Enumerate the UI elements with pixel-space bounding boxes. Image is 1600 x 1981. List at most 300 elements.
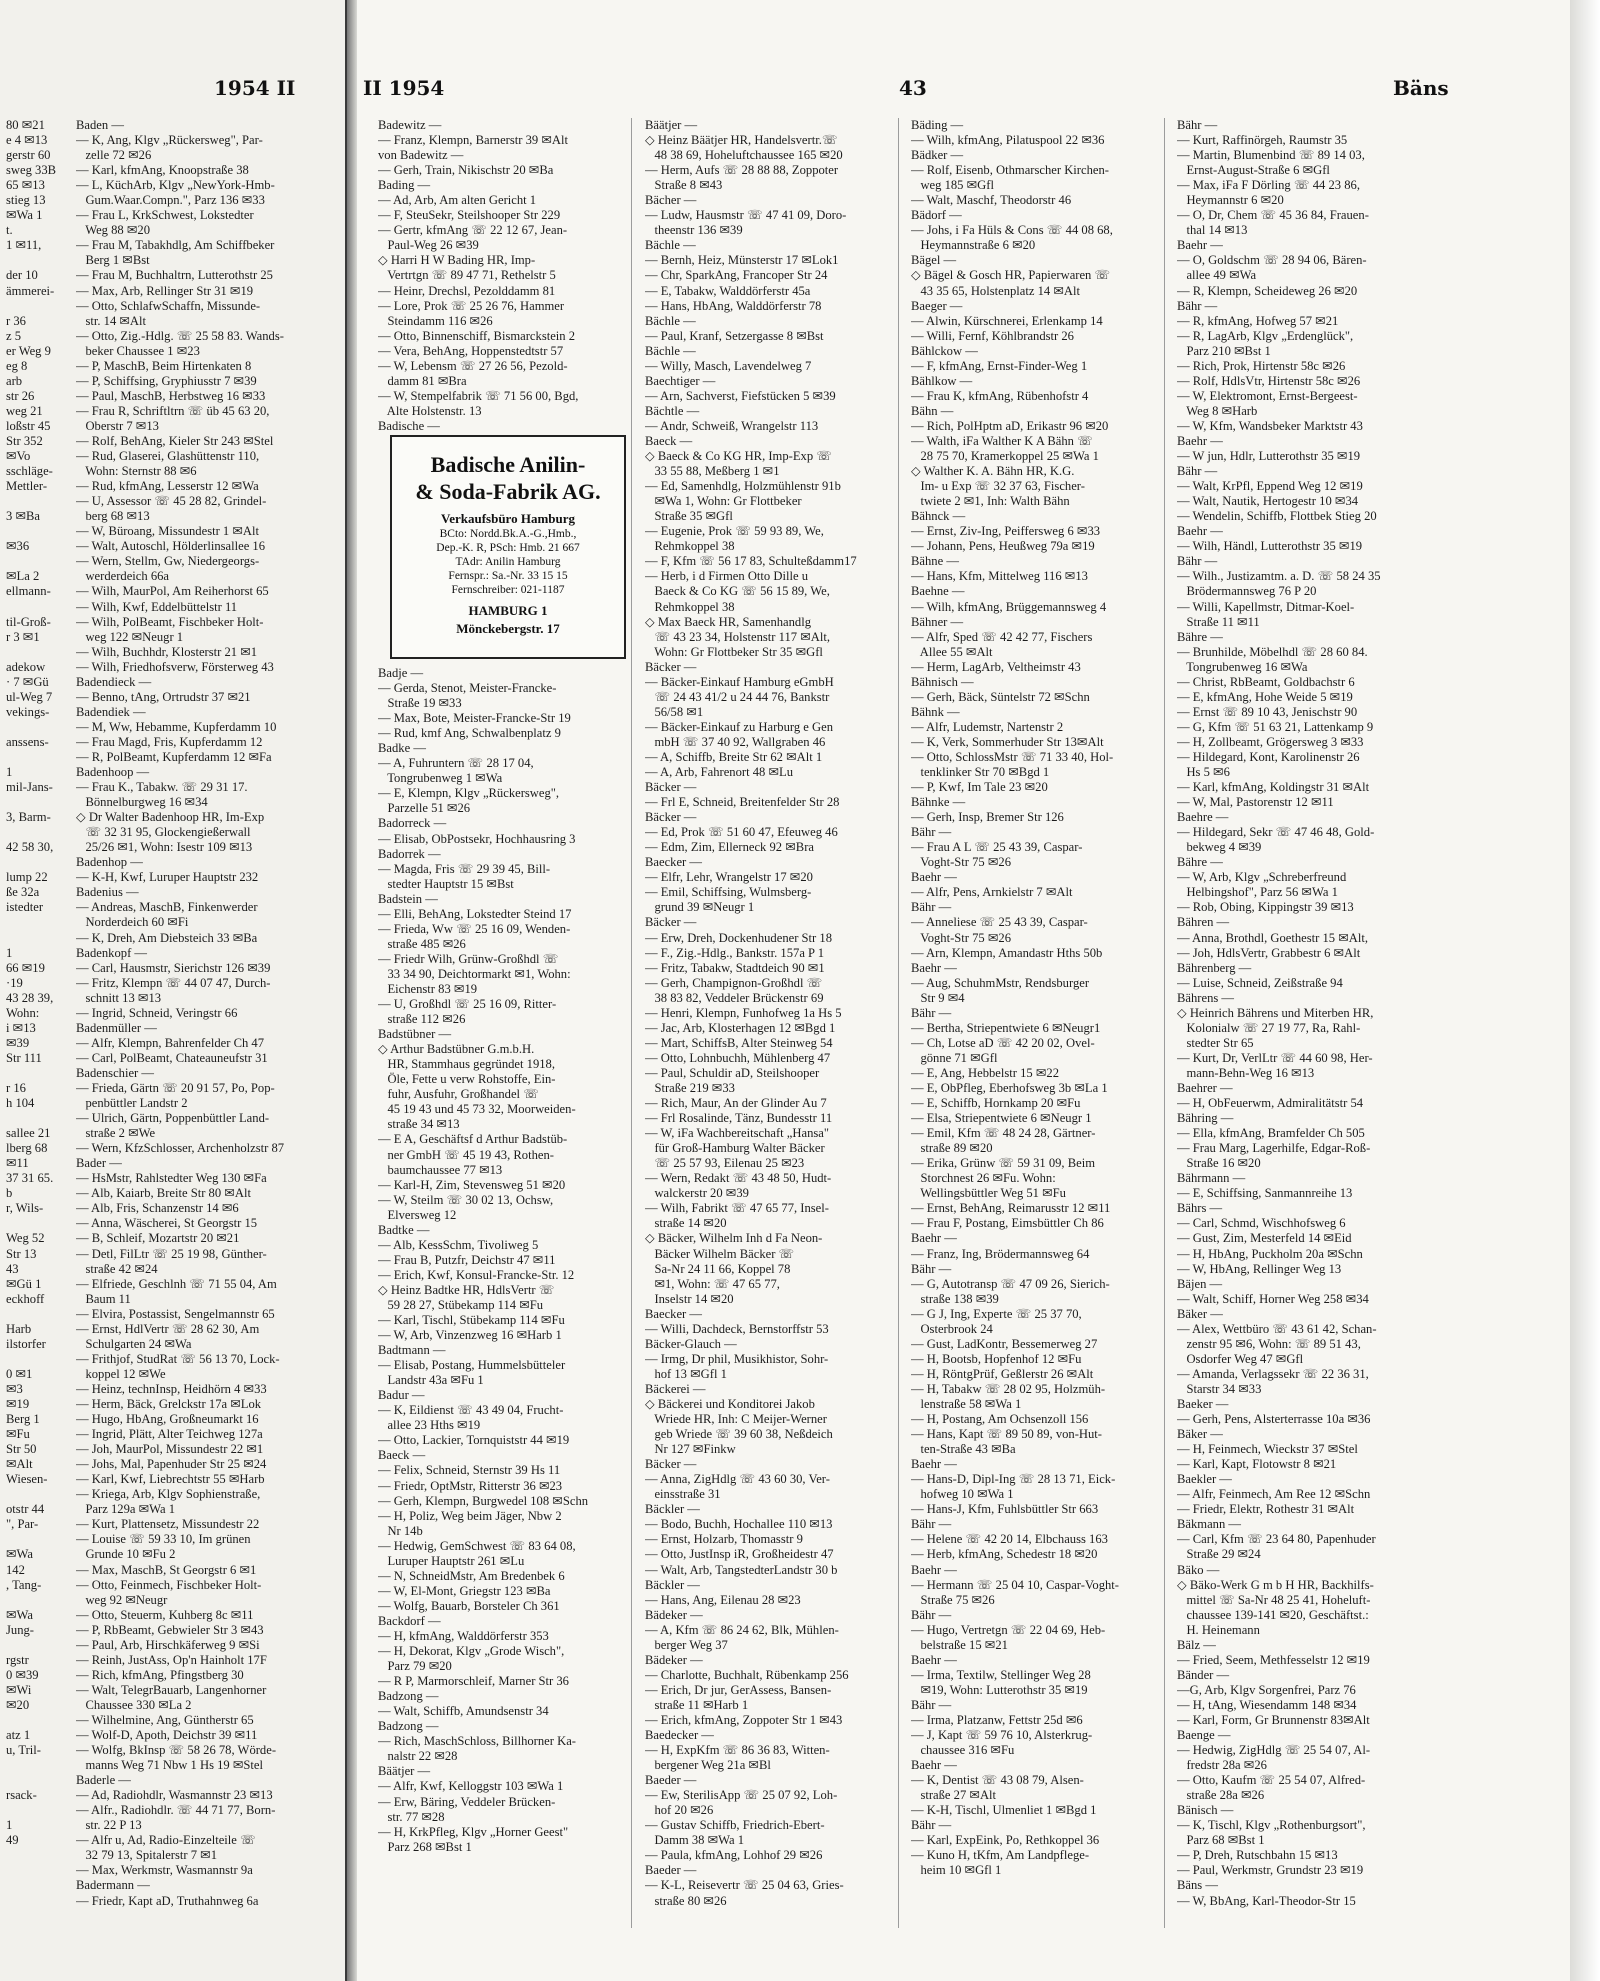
directory-entry-line: Bäcker Wilhelm Bäcker ☏ xyxy=(645,1246,795,1261)
directory-entry-line: — Herm, Bäck, Grelckstr 17a ✉Lok xyxy=(76,1396,262,1411)
directory-entry-line: Landstr 43a ✉Fu 1 xyxy=(378,1373,484,1388)
directory-entry-line: — Frithjof, StudRat ☏ 56 13 70, Lock- xyxy=(76,1351,280,1366)
directory-entry-line: — Max, MaschB, St Georgstr 6 ✉1 xyxy=(76,1562,257,1577)
directory-entry-line: Bähr — xyxy=(911,900,952,915)
directory-entry-line: straße 80 ✉26 xyxy=(645,1893,727,1908)
directory-entry-line: — H, ObFeuerwm, Admiralitätstr 54 xyxy=(1177,1096,1364,1111)
directory-entry-line: — Bertha, Striepentwiete 6 ✉Neugr1 xyxy=(911,1020,1101,1035)
directory-entry-line: sschläge- xyxy=(6,464,53,479)
directory-entry-line: Baeder — xyxy=(645,1773,697,1788)
directory-entry-line: Bähr — xyxy=(911,1607,952,1622)
directory-entry-line: ✉36 xyxy=(6,539,30,554)
directory-entry-line: — Karl, Tischl, Stübekamp 114 ✉Fu xyxy=(378,1313,565,1328)
directory-entry-line: 42 58 30, xyxy=(6,840,54,855)
directory-entry-line: Allee 55 ✉Alt xyxy=(911,644,993,659)
directory-entry-line: — W, El-Mont, Griegstr 123 ✉Ba xyxy=(378,1583,551,1598)
directory-entry-line: bergener Weg 21a ✉Bl xyxy=(645,1758,771,1773)
directory-entry-line: str 26 xyxy=(6,388,35,403)
directory-entry-line: — Karl, kfmAng, Knoopstraße 38 xyxy=(76,163,249,178)
directory-entry-line: — Otto, Lohnbuchh, Mühlenberg 47 xyxy=(645,1050,831,1065)
directory-entry-line: Bähr — xyxy=(1177,298,1218,313)
directory-entry-line: anssens- xyxy=(6,734,49,749)
directory-entry-line: — Irma, Textilw, Stellinger Weg 28 xyxy=(911,1667,1091,1682)
directory-entry-line: Badenmüller — xyxy=(76,1020,157,1035)
directory-entry-line: 25/26 ✉1, Wohn: Isestr 109 ✉13 xyxy=(76,840,253,855)
directory-entry-line: — Bodo, Buchh, Hochallee 110 ✉13 xyxy=(645,1517,833,1532)
directory-entry-line: — Erw, Bäring, Veddeler Brücken- xyxy=(378,1794,556,1809)
directory-entry-line: vekings- xyxy=(6,704,50,719)
directory-entry-line: Heymannstr 6 ✉20 xyxy=(1177,193,1284,208)
directory-entry-line: Badstübner — xyxy=(378,1027,452,1042)
directory-entry-line: — H, Feinmech, Wieckstr 37 ✉Stel xyxy=(1177,1442,1358,1457)
directory-entry-line: Elversweg 12 xyxy=(378,1207,457,1222)
directory-entry-line: Bähnck — xyxy=(911,509,966,524)
directory-entry-line: — Paul, Kranf, Setzergasse 8 ✉Bst xyxy=(645,328,824,343)
directory-entry-line: Backdorf — xyxy=(378,1613,441,1628)
directory-entry-line: — Fritz, Tabakw, Stadtdeich 90 ✉1 xyxy=(645,960,825,975)
directory-entry-line: — Elli, BehAng, Lokstedter Steind 17 xyxy=(378,906,572,921)
directory-column-4 xyxy=(1177,118,1412,1909)
directory-entry-line: — R, PolBeamt, Kupferdamm 12 ✉Fa xyxy=(76,749,272,764)
directory-entry-line: Bäker — xyxy=(1177,1306,1223,1321)
directory-entry-line: — Ernst, HdlVertr ☏ 28 62 30, Am xyxy=(76,1321,260,1336)
directory-entry-line: — K-L, Reisevertr ☏ 25 04 63, Gries- xyxy=(645,1878,844,1893)
directory-entry-line: Bälz — xyxy=(1177,1637,1216,1652)
directory-entry-line: Baden — xyxy=(76,118,124,132)
directory-entry-line: Grunde 10 ✉Fu 2 xyxy=(76,1547,176,1562)
directory-entry-line: Osterbrook 24 xyxy=(911,1321,993,1336)
directory-entry-line: — Wilh, kfmAng, Brüggemannsweg 4 xyxy=(911,599,1107,614)
directory-entry-line: — Friedr, OptMstr, Ritterstr 36 ✉23 xyxy=(378,1478,563,1493)
directory-entry-line: walckerstr 20 ✉39 xyxy=(645,1186,749,1201)
directory-entry-line: er Weg 9 xyxy=(6,343,51,358)
directory-entry-line: 59 28 27, Stübekamp 114 ✉Fu xyxy=(378,1297,544,1312)
directory-entry-line: — Henri, Klempn, Funhofweg 1a Hs 5 xyxy=(645,1005,842,1020)
directory-entry-line: — R P, Marmorschleif, Marner Str 36 xyxy=(378,1674,569,1689)
directory-entry-line: r 3 ✉1 xyxy=(6,629,40,644)
directory-entry-line: — Chr, SparkAng, Francoper Str 24 xyxy=(645,268,828,283)
directory-entry-line: ☏ 43 23 34, Holstenstr 117 ✉Alt, xyxy=(645,629,831,644)
directory-entry-line: Baeck — xyxy=(378,1448,426,1463)
directory-entry-line: straße 485 ✉26 xyxy=(378,936,466,951)
directory-entry-line: — Detl, FilLtr ☏ 25 19 98, Günther- xyxy=(76,1246,267,1261)
directory-entry-line: Baehr — xyxy=(911,1457,957,1472)
directory-entry-line: — N, SchneidMstr, Am Bredenbek 6 xyxy=(378,1568,565,1583)
directory-entry-line: — Wilh, Kwf, Eddelbüttelstr 11 xyxy=(76,599,238,614)
directory-entry-line: ✉Vo xyxy=(6,449,31,464)
directory-entry-line: — Wolf-D, Apoth, Deichstr 39 ✉11 xyxy=(76,1728,258,1743)
directory-entry-line: — E, Schiffb, Hornkamp 20 ✉Fu xyxy=(911,1096,1081,1111)
directory-entry-line: — Hedwig, ZigHdlg ☏ 25 54 07, Al- xyxy=(1177,1743,1371,1758)
directory-entry-line: — Wilh, Fabrikt ☏ 47 65 77, Insel- xyxy=(645,1201,829,1216)
directory-entry-line: arb xyxy=(6,373,23,388)
directory-entry-line: Badorrek — xyxy=(378,846,441,861)
directory-entry-line: — Frau Magd, Fris, Kupferdamm 12 xyxy=(76,734,263,749)
directory-entry-line: — Elisab, Postang, Hummelsbütteler xyxy=(378,1358,566,1373)
directory-entry-line: Str 13 xyxy=(6,1246,37,1261)
directory-entry-line: — K, Ang, Klgv „Rückersweg", Par- xyxy=(76,133,263,148)
directory-entry-line: — Otto, Feinmech, Fischbeker Holt- xyxy=(76,1577,262,1592)
directory-entry-line: — Frau R, Schriftltrn ☏ üb 45 63 20, xyxy=(76,403,270,418)
directory-entry-line: — Wilh, PolBeamt, Fischbeker Holt- xyxy=(76,614,264,629)
directory-entry-line: — Irma, Platzanw, Fettstr 25d ✉6 xyxy=(911,1712,1083,1727)
directory-entry-line: Baehr — xyxy=(1177,433,1223,448)
directory-entry-line: — Kuno H, tKfm, Am Landpflege- xyxy=(911,1848,1090,1863)
directory-entry-line: — Franz, Ing, Brödermannsweg 64 xyxy=(911,1246,1090,1261)
directory-entry-line: — Rud, kfmAng, Lesserstr 12 ✉Wa xyxy=(76,479,259,494)
directory-entry-line: Badenhoop — xyxy=(76,765,150,780)
directory-entry-line: Bäckler — xyxy=(645,1502,700,1517)
directory-entry-line: 1 xyxy=(6,765,13,780)
directory-entry-line: straße 34 ✉13 xyxy=(378,1117,460,1132)
directory-entry-line: 48 38 69, Hoheluftchaussee 165 ✉20 xyxy=(645,148,843,163)
directory-entry-line: — Vera, BehAng, Hoppenstedtstr 57 xyxy=(378,343,564,358)
directory-entry-line: eg 8 xyxy=(6,358,28,373)
directory-entry-line: Berg 1 ✉Bst xyxy=(76,253,150,268)
directory-entry-line: Parz 79 ✉20 xyxy=(378,1659,452,1674)
directory-entry-line: Baechtiger — xyxy=(645,373,716,388)
directory-entry-line: Wohn: Gr Flottbeker Str 35 ✉Gfl xyxy=(645,644,823,659)
directory-entry-line: — H, Bootsb, Hopfenhof 12 ✉Fu xyxy=(911,1351,1082,1366)
directory-entry-line: — Frau L, KrkSchwest, Lokstedter xyxy=(76,208,254,223)
directory-entry-line: — Paul, MaschB, Herbstweg 16 ✉33 xyxy=(76,388,266,403)
directory-entry-line: 80 ✉21 xyxy=(6,118,45,132)
directory-entry-line: rsack- xyxy=(6,1788,37,1803)
directory-entry-line: — W, Arb, Klgv „Schreberfreund xyxy=(1177,870,1347,885)
directory-entry-line: str. 22 P 13 xyxy=(76,1818,142,1833)
directory-entry-line: Baecker — xyxy=(645,855,702,870)
directory-entry-line: Bähr — xyxy=(1177,118,1218,132)
directory-entry-line: 142 xyxy=(6,1562,25,1577)
directory-entry-line: Bäker — xyxy=(1177,1427,1223,1442)
directory-entry-line: Bählckow — xyxy=(911,343,978,358)
directory-entry-line: — Walt, Maschf, Theodorstr 46 xyxy=(911,193,1072,208)
directory-entry-line: — Paul, Arb, Hirschkäferweg 9 ✉Si xyxy=(76,1637,260,1652)
directory-entry-line: — Louise ☏ 59 33 10, Im grünen xyxy=(76,1532,251,1547)
directory-entry-line: Vertrtgn ☏ 89 47 71, Rethelstr 5 xyxy=(378,268,556,283)
directory-entry-line: Baehre — xyxy=(1177,810,1229,825)
directory-entry-line: — Frieda, Ww ☏ 25 16 09, Wenden- xyxy=(378,921,571,936)
directory-entry-line: ☏ 25 57 93, Eilenau 25 ✉23 xyxy=(645,1156,805,1171)
directory-entry-line: — G, Kfm ☏ 51 63 21, Lattenkamp 9 xyxy=(1177,719,1374,734)
directory-entry-line: — Gerh, Klempn, Burgwedel 108 ✉Schn xyxy=(378,1493,589,1508)
ad-title xyxy=(392,451,624,505)
directory-entry-line: — Hugo, Vertretgn ☏ 22 04 69, Heb- xyxy=(911,1622,1106,1637)
directory-entry-line: Parz 210 ✉Bst 1 xyxy=(1177,343,1271,358)
directory-entry-line: — Benno, tAng, Ortrudstr 37 ✉21 xyxy=(76,689,251,704)
directory-entry-line: — Helene ☏ 42 20 14, Elbchauss 163 xyxy=(911,1532,1108,1547)
directory-entry-line: — Karl, ExpEink, Po, Rethkoppel 36 xyxy=(911,1833,1100,1848)
directory-entry-line: — Frau F, Postang, Eimsbüttler Ch 86 xyxy=(911,1216,1104,1231)
directory-entry-line: — Hedwig, GemSchwest ☏ 83 64 08, xyxy=(378,1538,576,1553)
directory-entry-line: — Herm, Aufs ☏ 28 88 88, Zoppoter xyxy=(645,163,839,178)
directory-entry-line: baumchaussee 77 ✉13 xyxy=(378,1162,503,1177)
directory-entry-line: ◇ Bäcker, Wilhelm Inh d Fa Neon- xyxy=(645,1231,823,1246)
directory-entry-line: ◇ Baeck & Co KG HR, Imp-Exp ☏ xyxy=(645,449,833,464)
directory-entry-line: Bähre — xyxy=(1177,629,1223,644)
directory-entry-line: t. xyxy=(6,223,13,238)
directory-entry-line: straße 28a ✉26 xyxy=(1177,1788,1265,1803)
directory-entry-line: — Frau Marg, Lagerhilfe, Edgar-Roß- xyxy=(1177,1141,1371,1156)
directory-entry-line: — Heinr, Drechsl, Pezolddamm 81 xyxy=(378,283,556,298)
directory-entry-line: — H, ExpKfm ☏ 86 36 83, Witten- xyxy=(645,1743,830,1758)
directory-entry-line: 43 28 39, xyxy=(6,990,54,1005)
directory-entry-line: HR, Stammhaus gegründet 1918, xyxy=(378,1057,555,1072)
directory-entry-line: straße 112 ✉26 xyxy=(378,1012,466,1027)
directory-entry-line: — Wolfg, Bauarb, Borsteler Ch 361 xyxy=(378,1598,560,1613)
directory-entry-line: Baehrer — xyxy=(1177,1081,1233,1095)
directory-entry-line: Wriede HR, Inh: C Meijer-Werner xyxy=(645,1412,827,1427)
directory-entry-line: Baedecker — xyxy=(645,1728,714,1743)
directory-entry-line: — Karl, Form, Gr Brunnenstr 83✉Alt xyxy=(1177,1712,1370,1727)
directory-entry-line: 45 19 43 und 45 73 32, Moorweiden- xyxy=(378,1102,576,1117)
directory-entry-line: gerstr 60 xyxy=(6,148,51,163)
directory-entry-line: straße 42 ✉24 xyxy=(76,1261,158,1276)
directory-entry-line: chaussee 316 ✉Fu xyxy=(911,1743,1015,1758)
directory-entry-line: hofweg 10 ✉Wa 1 xyxy=(911,1487,1014,1502)
directory-entry-line: sweg 33B xyxy=(6,163,57,178)
directory-entry-line: Baehr — xyxy=(1177,238,1223,253)
directory-entry-line: — Max, Bote, Meister-Francke-Str 19 xyxy=(378,711,571,726)
directory-entry-line: 1 ✉11, xyxy=(6,238,42,253)
directory-entry-line: Baehr — xyxy=(911,1562,957,1577)
directory-entry-line: lenstraße 58 ✉Wa 1 xyxy=(911,1396,1022,1411)
directory-entry-line: — J, Kapt ☏ 59 76 10, Alsterkrug- xyxy=(911,1728,1093,1743)
directory-entry-line: — Herb, kfmAng, Schedestr 18 ✉20 xyxy=(911,1547,1098,1562)
directory-entry-line: — Walt, Schiff, Horner Weg 258 ✉34 xyxy=(1177,1291,1369,1306)
directory-entry-line: — Wilh, MaurPol, Am Reiherhorst 65 xyxy=(76,584,269,599)
directory-entry-line: — Wern, Stellm, Gw, Niedergeorgs- xyxy=(76,554,260,569)
directory-entry-line: Hs 5 ✉6 xyxy=(1177,765,1230,780)
directory-entry-line: Helbingshof", Parz 56 ✉Wa 1 xyxy=(1177,885,1338,900)
directory-entry-line: —G, Arb, Klgv Sorgenfrei, Parz 76 xyxy=(1177,1682,1356,1697)
directory-entry-line: — Hans, Ang, Eilenau 28 ✉23 xyxy=(645,1592,801,1607)
directory-entry-line: Bäätjer — xyxy=(645,118,698,132)
directory-entry-line: — H, Tabakw ☏ 28 02 95, Holzmüh- xyxy=(911,1381,1106,1396)
directory-entry-line: ✉Wa xyxy=(6,1547,34,1562)
directory-entry-line: Norderdeich 60 ✉Fi xyxy=(76,915,189,930)
directory-entry-line: ✉Wa 1 xyxy=(6,208,43,223)
directory-entry-line: — Otto, Kaufm ☏ 25 54 07, Alfred- xyxy=(1177,1773,1366,1788)
directory-entry-line: — L, KüchArb, Klgv „NewYork-Hmb- xyxy=(76,178,275,193)
directory-entry-line: — Edm, Zim, Ellerneck 92 ✉Bra xyxy=(645,840,814,855)
directory-entry-line: — Ingrid, Plätt, Alter Teichweg 127a xyxy=(76,1427,263,1442)
directory-entry-line: — Alfr u, Ad, Radio-Einzelteile ☏ xyxy=(76,1833,256,1848)
directory-entry-line: — Alfr, Klempn, Bahrenfelder Ch 47 xyxy=(76,1035,265,1050)
directory-entry-line: r, Wils- xyxy=(6,1201,44,1216)
directory-entry-line: — E, Ang, Hebbelstr 15 ✉22 xyxy=(911,1065,1060,1080)
directory-entry-line: Damm 38 ✉Wa 1 xyxy=(645,1833,745,1848)
directory-entry-line: — Anneliese ☏ 25 43 39, Caspar- xyxy=(911,915,1088,930)
directory-entry-line: — Fried, Seem, Methfesselstr 12 ✉19 xyxy=(1177,1652,1370,1667)
directory-entry-line: Str 50 xyxy=(6,1442,37,1457)
directory-entry-line: — Amanda, Verlagssekr ☏ 22 36 31, xyxy=(1177,1366,1369,1381)
directory-entry-line: Brödermannsweg 76 P 20 xyxy=(1177,584,1317,599)
directory-entry-line: — H, Poliz, Weg beim Jäger, Nbw 2 xyxy=(378,1508,562,1523)
directory-entry-line: — Elfr, Lehr, Wrangelstr 17 ✉20 xyxy=(645,870,813,885)
directory-entry-line: — Ad, Arb, Am alten Gericht 1 xyxy=(378,193,537,208)
ad-phone-line: Fernspr.: Sa.-Nr. 33 15 15 xyxy=(448,570,568,582)
ad-title-line: Badische Anilin- xyxy=(430,452,586,477)
directory-entry-line: ☏ 32 31 95, Glockengießerwall xyxy=(76,825,251,840)
directory-entry-line: Bädeker — xyxy=(645,1652,703,1667)
directory-entry-line: ◇ Bäko-Werk G m b H HR, Backhilfs- xyxy=(1177,1577,1374,1592)
directory-entry-line: stieg 13 xyxy=(6,193,46,208)
directory-entry-line: — Otto, Binnenschiff, Bismarckstein 2 xyxy=(378,328,576,343)
directory-entry-line: — H, Dekorat, Klgv „Grode Wisch", xyxy=(378,1644,565,1659)
column-rule xyxy=(631,118,632,1928)
directory-entry-line: — Rob, Obing, Kippingstr 39 ✉13 xyxy=(1177,900,1354,915)
directory-entry-line: — Rich, Maur, An der Glinder Au 7 xyxy=(645,1096,827,1111)
directory-entry-line: — Erw, Dreh, Dockenhudener Str 18 xyxy=(645,930,832,945)
directory-entry-line: straße 2 ✉We xyxy=(76,1126,156,1141)
directory-entry-line: — H, RöntgPrüf, Geßlerstr 26 ✉Alt xyxy=(911,1366,1094,1381)
directory-entry-line: — A, Kfm ☏ 86 24 62, Blk, Mühlen- xyxy=(645,1622,839,1637)
directory-entry-line: — Otto, Zig.-Hdlg. ☏ 25 58 83. Wands- xyxy=(76,328,284,343)
directory-entry-line: Rehmkoppel 38 xyxy=(645,599,735,614)
directory-entry-line: — E, Schiffsing, Sanmannreihe 13 xyxy=(1177,1186,1353,1201)
directory-entry-line: Bähnk — xyxy=(911,704,960,719)
directory-entry-line: Str 352 xyxy=(6,433,43,448)
directory-entry-line: ✉11 xyxy=(6,1156,29,1171)
directory-entry-line: — Alfr, Feinmech, Am Ree 12 ✉Schn xyxy=(1177,1487,1371,1502)
directory-entry-line: ☏ 24 43 41/2 u 24 44 76, Bankstr xyxy=(645,689,830,704)
directory-entry-line: — Rich, MaschSchloss, Billhorner Ka- xyxy=(378,1734,576,1749)
directory-entry-line: Bählkow — xyxy=(911,373,973,388)
directory-entry-line: — Gerh, Insp, Bremer Str 126 xyxy=(911,810,1064,825)
directory-entry-line: Bähring — xyxy=(1177,1111,1234,1126)
directory-entry-line: Kolonialw ☏ 27 19 77, Ra, Rahl- xyxy=(1177,1020,1361,1035)
directory-entry-line: — Hermann ☏ 25 04 10, Caspar-Voght- xyxy=(911,1577,1119,1592)
directory-entry-line: Weg 88 ✉20 xyxy=(76,223,151,238)
directory-entry-line: — Heinz, technInsp, Heidhörn 4 ✉33 xyxy=(76,1381,267,1396)
directory-entry-line: — W, BbAng, Karl-Theodor-Str 15 xyxy=(1177,1893,1356,1908)
directory-entry-line: Alte Holstenstr. 13 xyxy=(378,403,482,418)
directory-entry-line: werderdeich 66a xyxy=(76,569,170,584)
directory-entry-line: — Paul, Werkmstr, Grundstr 23 ✉19 xyxy=(1177,1863,1364,1878)
directory-entry-line: — W jun, Hdlr, Lutterothstr 35 ✉19 xyxy=(1177,449,1361,464)
directory-entry-line: — Willy, Masch, Lavendelweg 7 xyxy=(645,358,812,373)
directory-entry-line: — P, Schiffsing, Gryphiusstr 7 ✉39 xyxy=(76,373,257,388)
directory-entry-line: — Reinh, JustAss, Op'n Hainholt 17F xyxy=(76,1652,267,1667)
directory-entry-line: Im- u Exp ☏ 32 37 63, Fischer- xyxy=(911,479,1085,494)
directory-entry-line: — R, kfmAng, Hofweg 57 ✉21 xyxy=(1177,313,1339,328)
directory-entry-line: — Elfriede, Geschlnh ☏ 71 55 04, Am xyxy=(76,1276,277,1291)
directory-entry-line: ◇ Heinrich Bährens und Miterben HR, xyxy=(1177,1005,1374,1020)
directory-entry-line: nalstr 22 ✉28 xyxy=(378,1749,458,1764)
directory-entry-line: 0 ✉1 xyxy=(6,1366,33,1381)
directory-entry-line: — P, MaschB, Beim Hirtenkaten 8 xyxy=(76,358,252,373)
directory-entry-line: Badenius — xyxy=(76,885,139,900)
directory-entry-line: Bäcker-Glauch — xyxy=(645,1336,737,1351)
directory-entry-line: Bädorf — xyxy=(911,208,962,223)
directory-entry-line: 43 xyxy=(6,1261,19,1276)
directory-entry-line: Bähr — xyxy=(911,1517,952,1532)
directory-entry-line: 49 xyxy=(6,1833,19,1848)
directory-entry-line: — Franz, Klempn, Barnerstr 39 ✉Alt xyxy=(378,133,568,148)
directory-entry-line: Str 111 xyxy=(6,1050,42,1065)
directory-entry-line: ✉3 xyxy=(6,1381,23,1396)
directory-entry-line: — W, Elektromont, Ernst-Bergeest- xyxy=(1177,388,1358,403)
directory-entry-line: ◇ Heinz Badtke HR, HdlsVertr ☏ xyxy=(378,1282,555,1297)
directory-entry-line: — Joh, MaurPol, Missundestr 22 ✉1 xyxy=(76,1442,264,1457)
directory-entry-line: otstr 44 xyxy=(6,1502,45,1517)
directory-entry-line: H. Heinemann xyxy=(1177,1622,1260,1637)
directory-entry-line: Wellingsbüttler Weg 51 ✉Fu xyxy=(911,1186,1066,1201)
ad-telex-line: Fernschreiber: 021-1187 xyxy=(451,584,565,596)
directory-entry-line: stedter Str 65 xyxy=(1177,1035,1254,1050)
directory-entry-line: ten-Straße 43 ✉Ba xyxy=(911,1442,1016,1457)
directory-entry-line: chaussee 139-141 ✉20, Geschäftst.: xyxy=(1177,1607,1369,1622)
directory-entry-line: von Badewitz — xyxy=(378,148,464,163)
directory-entry-line: Bähr — xyxy=(911,825,952,840)
directory-entry-line: — H, Postang, Am Ochsenzoll 156 xyxy=(911,1412,1089,1427)
directory-entry-line: 3 ✉Ba xyxy=(6,509,40,524)
directory-entry-line: Straße 29 ✉24 xyxy=(1177,1547,1261,1562)
directory-entry-line: — Wilh, Buchhdr, Klosterstr 21 ✉1 xyxy=(76,644,258,659)
directory-entry-line: — F, SteuSekr, Steilshooper Str 229 xyxy=(378,208,561,223)
directory-entry-line: z 5 xyxy=(6,328,22,343)
directory-entry-line: Oberstr 7 ✉13 xyxy=(76,418,159,433)
directory-entry-line: Jung- xyxy=(6,1622,34,1637)
directory-entry-line: — K, Eildienst ☏ 43 49 04, Frucht- xyxy=(378,1403,564,1418)
directory-entry-line: — Hildegard, Kont, Karolinenstr 26 xyxy=(1177,749,1360,764)
directory-entry-line: berg 68 ✉13 xyxy=(76,509,150,524)
directory-entry-line: — Charlotte, Buchhalt, Rübenkamp 256 xyxy=(645,1667,849,1682)
directory-entry-line: Bäns — xyxy=(1177,1878,1218,1893)
directory-entry-line: hof 20 ✉26 xyxy=(645,1803,714,1818)
directory-entry-line: ✉Gü 1 xyxy=(6,1276,42,1291)
directory-entry-line: Ernst-August-Straße 6 ✉Gfl xyxy=(1177,163,1330,178)
directory-entry-line: Bäätjer — xyxy=(378,1764,431,1779)
directory-entry-line: — Hans, Kfm, Mittelweg 116 ✉13 xyxy=(911,569,1088,584)
directory-entry-line: — Kriega, Arb, Klgv Sophienstraße, xyxy=(76,1487,261,1502)
column-rule xyxy=(1164,118,1165,1928)
directory-entry-line: ✉Alt xyxy=(6,1457,33,1472)
directory-entry-line: Bähr — xyxy=(911,1005,952,1020)
directory-entry-line: fredstr 28a ✉26 xyxy=(1177,1758,1267,1773)
directory-entry-line: — U, Assessor ☏ 45 28 82, Grindel- xyxy=(76,494,267,509)
directory-entry-line: — O, Dr, Chem ☏ 45 36 84, Frauen- xyxy=(1177,208,1369,223)
directory-entry-line: Inselstr 14 ✉20 xyxy=(645,1291,734,1306)
directory-entry-line: der 10 xyxy=(6,268,38,283)
directory-entry-line: — P, Kwf, Im Tale 23 ✉20 xyxy=(911,780,1048,795)
directory-entry-line: für Groß-Hamburg Walter Bäcker xyxy=(645,1141,825,1156)
directory-entry-line: — Johs, i Fa Hüls & Cons ☏ 44 08 68, xyxy=(911,223,1113,238)
directory-entry-line: — Frau M, Buchhaltrn, Lutterothstr 25 xyxy=(76,268,273,283)
directory-entry-line: — Ella, kfmAng, Bramfelder Ch 505 xyxy=(1177,1126,1365,1141)
directory-entry-line: Parz 129a ✉Wa 1 xyxy=(76,1502,176,1517)
directory-entry-line: Osdorfer Weg 47 ✉Gfl xyxy=(1177,1351,1304,1366)
directory-entry-line: — Alb, KessSchm, Tivoliweg 5 xyxy=(378,1237,539,1252)
directory-entry-line: ◇ Dr Walter Badenhoop HR, Im-Exp xyxy=(76,810,265,825)
directory-entry-line: — Walt, KrPfl, Eppend Weg 12 ✉19 xyxy=(1177,479,1363,494)
directory-entry-line: 3, Barm- xyxy=(6,810,51,825)
directory-entry-line: — Alfr., Radiohdlr. ☏ 44 71 77, Born- xyxy=(76,1803,276,1818)
directory-entry-line: Baehr — xyxy=(1177,524,1223,539)
directory-entry-line: Bäcker — xyxy=(645,659,697,674)
directory-entry-line: zelle 72 ✉26 xyxy=(76,148,152,163)
directory-entry-line: — Bernh, Heiz, Münsterstr 17 ✉Lok1 xyxy=(645,253,839,268)
directory-entry-line: — Paula, kfmAng, Lohhof 29 ✉26 xyxy=(645,1848,823,1863)
directory-entry-line: Bäcker — xyxy=(645,915,697,930)
directory-entry-line: Bähren — xyxy=(1177,915,1230,930)
directory-entry-line: belstraße 15 ✉21 xyxy=(911,1637,1008,1652)
directory-entry-line: — Gerh, Train, Nikischstr 20 ✉Ba xyxy=(378,163,554,178)
directory-entry-line: ✉39 xyxy=(6,1035,30,1050)
directory-entry-line: — W, Büroang, Missundestr 1 ✉Alt xyxy=(76,524,260,539)
directory-entry-line: · 7 ✉Gü xyxy=(6,674,49,689)
